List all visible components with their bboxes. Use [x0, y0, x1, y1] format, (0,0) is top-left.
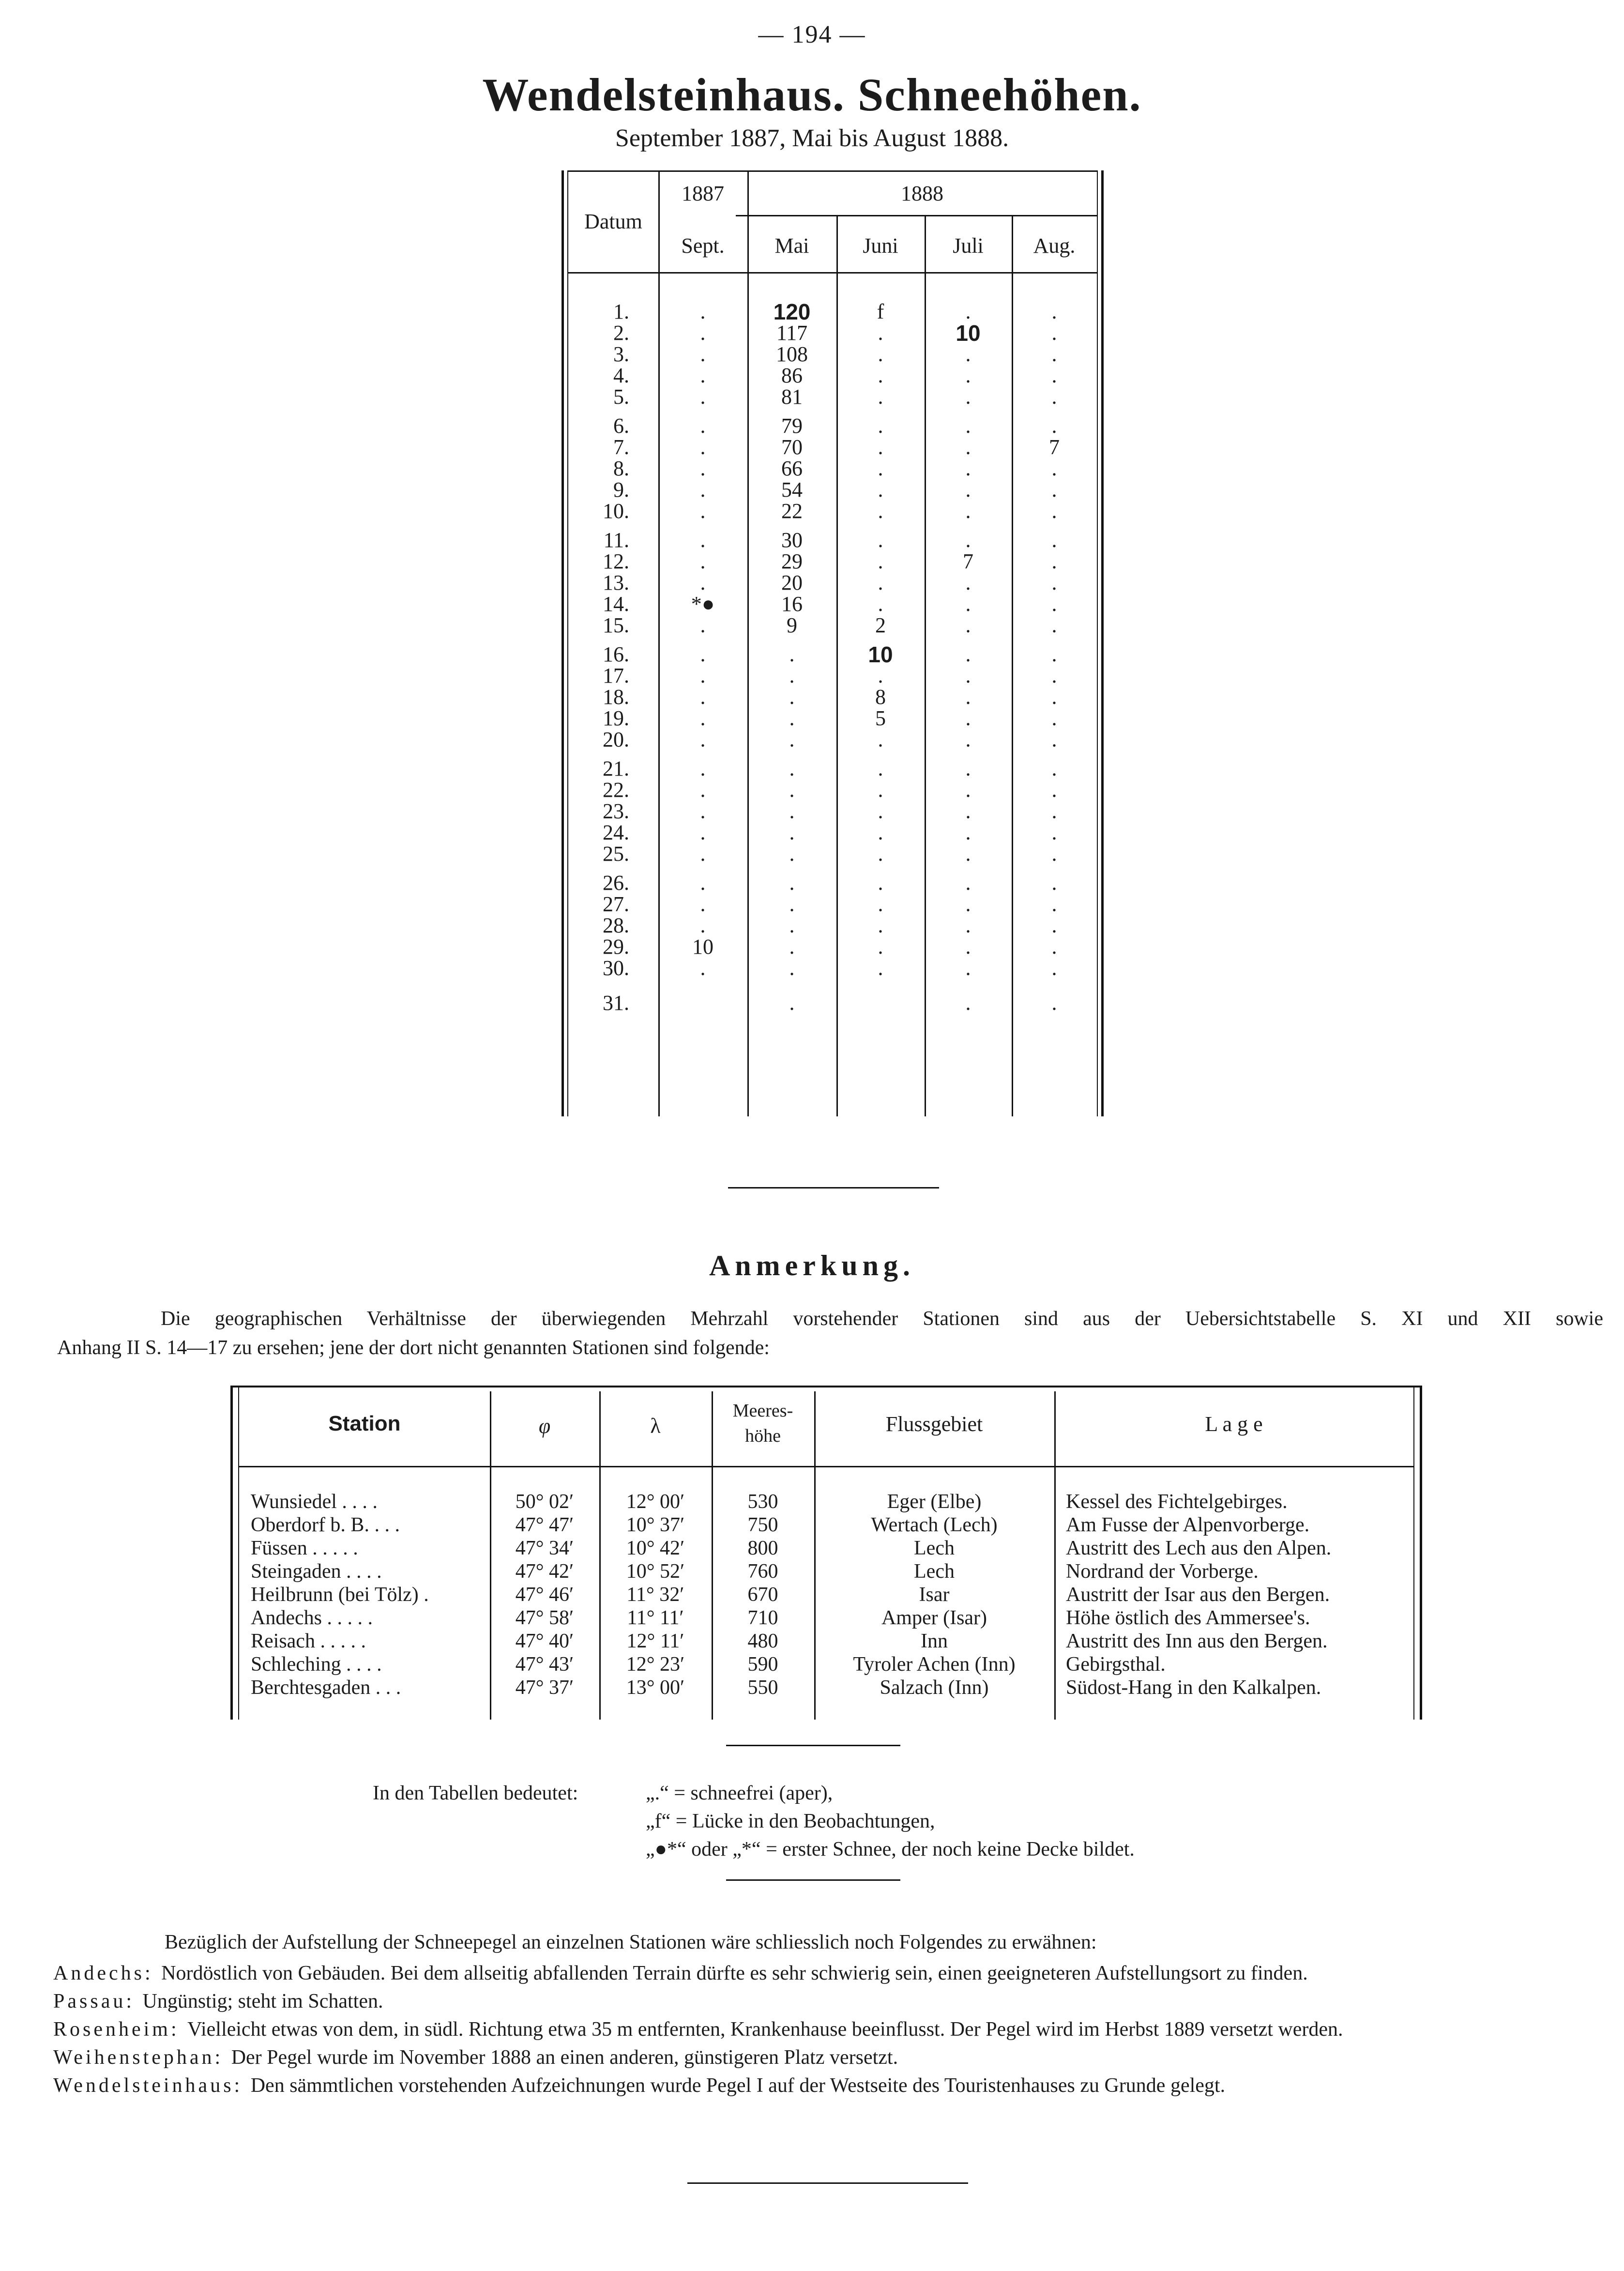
- snow-depth-cell: .: [878, 871, 883, 895]
- header-longitude: λ: [650, 1414, 661, 1438]
- snow-depth-cell: .: [789, 664, 795, 687]
- day-label: 19.: [603, 706, 629, 730]
- snow-depth-cell: .: [700, 642, 706, 666]
- snow-depth-cell: .: [965, 642, 971, 666]
- note-place: Andechs:: [53, 1962, 162, 1984]
- snow-depth-cell: .: [700, 342, 706, 366]
- day-label: 18.: [603, 685, 629, 709]
- snow-depth-cell: .: [789, 871, 795, 895]
- snow-depth-cell: .: [965, 842, 971, 866]
- page-title: Wendelsteinhaus. Schneehöhen.: [482, 69, 1142, 121]
- snow-depth-cell: *●: [691, 592, 715, 616]
- station-cell-river: Tyroler Achen (Inn): [853, 1653, 1016, 1676]
- day-label: 7.: [613, 435, 629, 459]
- snow-depth-cell: .: [965, 778, 971, 802]
- station-cell-river: Wertach (Lech): [871, 1514, 998, 1536]
- snow-depth-cell: .: [700, 571, 706, 594]
- day-label: 5.: [613, 385, 629, 409]
- day-label: 30.: [603, 956, 629, 980]
- snow-depth-cell: .: [878, 778, 883, 802]
- snow-depth-cell: 66: [781, 457, 803, 480]
- station-cell-location: Gebirgsthal.: [1066, 1653, 1166, 1676]
- snow-depth-cell: .: [700, 778, 706, 802]
- snow-depth-cell: .: [878, 799, 883, 823]
- snow-depth-cell: .: [1051, 457, 1057, 480]
- note-text: Ungünstig; steht im Schatten.: [142, 1990, 383, 2012]
- snow-depth-cell: .: [878, 892, 883, 916]
- header-sea-height: höhe: [745, 1426, 781, 1446]
- section-rule: [728, 1187, 939, 1189]
- header-location: L a g e: [1205, 1412, 1263, 1436]
- snow-depth-cell: .: [1051, 842, 1057, 866]
- snow-depth-cell: .: [878, 592, 883, 616]
- note-text: Nordöstlich von Gebäuden. Bei dem allseitig abfallenden Terrain dürfte es sehr schwierig sein, einen geeigneteren Aufstellungsort zu finden.: [161, 1962, 1308, 1984]
- snow-depth-cell: .: [789, 757, 795, 780]
- snow-depth-cell: .: [1051, 385, 1057, 409]
- snow-depth-cell: 8: [875, 685, 886, 709]
- header-month: Juni: [863, 234, 898, 258]
- snow-depth-cell: .: [965, 956, 971, 980]
- snow-depth-cell: .: [700, 300, 706, 323]
- table-frame-left: [562, 170, 568, 1116]
- snow-depth-cell: .: [700, 414, 706, 438]
- note-text: Vielleicht etwas von dem, in südl. Richtung etwa 35 m entfernten, Krankenhause beeinflusst. Der Pegel wird im Herbst 1889 versetzt werden.: [187, 2018, 1343, 2041]
- section-rule: [726, 1745, 900, 1746]
- snow-depth-cell: .: [965, 914, 971, 937]
- snow-depth-cell: .: [700, 457, 706, 480]
- station-cell-location: Austritt des Inn aus den Bergen.: [1066, 1630, 1328, 1652]
- station-cell-height: 800: [747, 1537, 778, 1559]
- station-cell-phi: 47° 42′: [515, 1560, 574, 1583]
- station-cell-station: Schleching . . . .: [251, 1653, 382, 1676]
- station-cell-location: Kessel des Fichtelgebirges.: [1066, 1491, 1288, 1513]
- snow-depth-cell: .: [965, 706, 971, 730]
- snow-depth-cell: .: [789, 728, 795, 751]
- station-cell-lambda: 12° 00′: [626, 1491, 685, 1513]
- snow-depth-cell: 81: [781, 385, 803, 409]
- day-label: 31.: [603, 991, 629, 1015]
- snow-depth-cell: .: [700, 685, 706, 709]
- snow-depth-cell: .: [700, 385, 706, 409]
- snow-depth-cell: 120: [773, 299, 811, 324]
- snow-depth-cell: .: [700, 364, 706, 387]
- note-item: [53, 1960, 1308, 1987]
- station-cell-river: Eger (Elbe): [887, 1491, 982, 1513]
- day-label: 10.: [603, 499, 629, 523]
- station-cell-location: Südost-Hang in den Kalkalpen.: [1066, 1677, 1321, 1699]
- table-header-rule: [239, 1466, 1413, 1467]
- station-cell-river: Lech: [914, 1537, 955, 1559]
- snow-depth-cell: .: [1051, 991, 1057, 1015]
- table-frame-right: [1413, 1386, 1422, 1720]
- section-rule: [726, 1879, 900, 1881]
- station-cell-river: Salzach (Inn): [880, 1677, 989, 1699]
- day-label: 14.: [603, 592, 629, 616]
- snow-depth-cell: .: [789, 642, 795, 666]
- anmerkung-intro-line-2: Anhang II S. 14—17 zu ersehen; jene der dort nicht genannten Stationen sind folgende:: [57, 1337, 770, 1359]
- note-item: [53, 1988, 383, 2015]
- snow-depth-cell: .: [965, 799, 971, 823]
- day-label: 9.: [613, 478, 629, 502]
- snow-depth-cell: .: [965, 528, 971, 552]
- snow-depth-cell: .: [965, 342, 971, 366]
- station-cell-station: Reisach . . . . .: [251, 1630, 366, 1652]
- page-subtitle: September 1887, Mai bis August 1888.: [615, 124, 1009, 152]
- legend-prefix: In den Tabellen bedeutet:: [373, 1782, 578, 1804]
- day-label: 2.: [613, 321, 629, 345]
- station-cell-phi: 47° 34′: [515, 1537, 574, 1559]
- snow-depth-cell: .: [700, 956, 706, 980]
- day-label: 15.: [603, 613, 629, 637]
- note-text: Der Pegel wurde im November 1888 an einen anderen, günstigeren Platz versetzt.: [231, 2046, 898, 2069]
- station-cell-station: Steingaden . . . .: [251, 1560, 382, 1583]
- snow-depth-cell: .: [878, 571, 883, 594]
- station-cell-height: 530: [747, 1491, 778, 1513]
- snow-depth-cell: .: [1051, 478, 1057, 502]
- snow-depth-cell: .: [965, 300, 971, 323]
- snow-depth-cell: 29: [781, 549, 803, 573]
- station-cell-station: Heilbrunn (bei Tölz) .: [251, 1584, 429, 1606]
- snow-depth-cell: .: [700, 478, 706, 502]
- station-cell-location: Am Fusse der Alpenvorberge.: [1066, 1514, 1310, 1536]
- snow-depth-cell: .: [700, 757, 706, 780]
- day-label: 23.: [603, 799, 629, 823]
- day-label: 20.: [603, 728, 629, 751]
- snow-depth-cell: .: [1051, 935, 1057, 959]
- snow-depth-cell: .: [1051, 549, 1057, 573]
- snow-depth-cell: 9: [787, 613, 797, 637]
- snow-depth-cell: .: [1051, 592, 1057, 616]
- snow-depth-cell: .: [1051, 728, 1057, 751]
- day-label: 17.: [603, 664, 629, 687]
- snow-depth-cell: .: [1051, 300, 1057, 323]
- snow-depth-cell: .: [878, 478, 883, 502]
- snow-depth-cell: .: [965, 892, 971, 916]
- snow-depth-cell: .: [1051, 821, 1057, 844]
- snow-depth-cell: .: [878, 935, 883, 959]
- snow-depth-table: [562, 170, 1104, 1116]
- station-cell-location: Austritt der Isar aus den Bergen.: [1066, 1584, 1330, 1606]
- snow-depth-cell: .: [878, 414, 883, 438]
- snow-depth-cell: .: [965, 685, 971, 709]
- snow-depth-cell: .: [878, 435, 883, 459]
- snow-depth-cell: f: [877, 300, 884, 323]
- note-item: [53, 2072, 1225, 2099]
- snow-depth-cell: 7: [963, 549, 973, 573]
- legend-line: „f“ = Lücke in den Beobachtungen,: [646, 1810, 935, 1832]
- station-cell-phi: 47° 46′: [515, 1584, 574, 1606]
- snow-depth-cell: 108: [776, 342, 808, 366]
- snow-depth-cell: .: [700, 664, 706, 687]
- snow-depth-cell: .: [878, 457, 883, 480]
- notes-intro: Bezüglich der Aufstellung der Schneepegel an einzelnen Stationen wäre schliesslich noch Folgendes zu erwähnen:: [165, 1931, 1097, 1953]
- snow-depth-cell: .: [789, 914, 795, 937]
- day-label: 8.: [613, 457, 629, 480]
- snow-depth-cell: .: [700, 499, 706, 523]
- snow-depth-cell: 16: [781, 592, 803, 616]
- note-place: Passau:: [53, 1990, 143, 2012]
- snow-depth-cell: 10: [692, 935, 713, 959]
- station-cell-lambda: 13° 00′: [626, 1677, 685, 1699]
- header-month: Sept.: [681, 234, 725, 258]
- snow-depth-cell: .: [789, 991, 795, 1015]
- snow-depth-cell: .: [965, 364, 971, 387]
- station-cell-river: Amper (Isar): [881, 1607, 987, 1629]
- table-year-rule: [736, 215, 1097, 216]
- day-label: 13.: [603, 571, 629, 594]
- station-cell-lambda: 11° 11′: [627, 1607, 684, 1629]
- snow-depth-cell: .: [965, 613, 971, 637]
- snow-depth-cell: .: [965, 478, 971, 502]
- snow-depth-cell: .: [878, 364, 883, 387]
- station-cell-station: Berchtesgaden . . .: [251, 1677, 401, 1699]
- snow-depth-cell: .: [1051, 414, 1057, 438]
- snow-depth-cell: .: [878, 549, 883, 573]
- snow-depth-cell: .: [1051, 956, 1057, 980]
- note-item: [53, 2016, 1343, 2043]
- snow-depth-cell: .: [1051, 321, 1057, 345]
- anmerkung-heading: Anmerkung.: [709, 1250, 915, 1281]
- station-cell-height: 550: [747, 1677, 778, 1699]
- snow-depth-cell: .: [878, 757, 883, 780]
- snow-depth-cell: .: [789, 935, 795, 959]
- snow-depth-cell: .: [1051, 799, 1057, 823]
- station-cell-station: Oberdorf b. B. . . .: [251, 1514, 400, 1536]
- snow-depth-cell: .: [700, 871, 706, 895]
- snow-depth-cell: .: [878, 499, 883, 523]
- snow-depth-cell: .: [878, 342, 883, 366]
- day-label: 3.: [613, 342, 629, 366]
- snow-depth-cell: .: [965, 592, 971, 616]
- header-river-basin: Flussgebiet: [885, 1412, 983, 1436]
- station-cell-height: 750: [747, 1514, 778, 1536]
- snow-depth-cell: .: [1051, 706, 1057, 730]
- snow-depth-cell: .: [965, 571, 971, 594]
- snow-depth-cell: 22: [781, 499, 803, 523]
- snow-depth-cell: .: [965, 991, 971, 1015]
- snow-depth-cell: .: [878, 664, 883, 687]
- header-month: Juli: [953, 234, 984, 258]
- snow-depth-cell: .: [1051, 613, 1057, 637]
- snow-depth-cell: .: [965, 728, 971, 751]
- snow-depth-cell: .: [789, 821, 795, 844]
- snow-depth-cell: .: [700, 821, 706, 844]
- station-cell-height: 760: [747, 1560, 778, 1583]
- station-cell-river: Isar: [919, 1584, 950, 1606]
- snow-depth-cell: .: [965, 435, 971, 459]
- station-cell-phi: 47° 58′: [515, 1607, 574, 1629]
- snow-depth-cell: .: [1051, 664, 1057, 687]
- snow-depth-cell: .: [1051, 499, 1057, 523]
- snow-depth-cell: .: [789, 956, 795, 980]
- snow-depth-cell: 30: [781, 528, 803, 552]
- snow-depth-cell: 7: [1049, 435, 1060, 459]
- station-cell-phi: 47° 37′: [515, 1677, 574, 1699]
- station-cell-lambda: 10° 37′: [626, 1514, 685, 1536]
- snow-depth-cell: .: [965, 414, 971, 438]
- legend-line: „.“ = schneefrei (aper),: [646, 1782, 833, 1804]
- snow-depth-cell: .: [878, 842, 883, 866]
- snow-depth-cell: .: [1051, 685, 1057, 709]
- snow-depth-cell: .: [878, 385, 883, 409]
- table-divider: [1054, 1391, 1056, 1720]
- snow-depth-cell: .: [1051, 642, 1057, 666]
- station-cell-height: 590: [747, 1653, 778, 1676]
- section-rule: [687, 2182, 968, 2184]
- note-text: Den sämmtlichen vorstehenden Aufzeichnungen wurde Pegel I auf der Westseite des Touristenhauses zu Grunde gelegt.: [250, 2074, 1226, 2097]
- table-frame-left: [230, 1386, 239, 1720]
- snow-depth-cell: .: [789, 778, 795, 802]
- snow-depth-cell: .: [965, 821, 971, 844]
- day-label: 25.: [603, 842, 629, 866]
- snow-depth-cell: .: [878, 956, 883, 980]
- snow-depth-cell: 10: [868, 642, 893, 667]
- station-cell-river: Inn: [921, 1630, 948, 1652]
- snow-depth-cell: .: [878, 528, 883, 552]
- station-cell-height: 670: [747, 1584, 778, 1606]
- station-cell-location: Nordrand der Vorberge.: [1066, 1560, 1259, 1583]
- snow-depth-cell: 117: [776, 321, 808, 345]
- day-label: 28.: [603, 914, 629, 937]
- day-label: 27.: [603, 892, 629, 916]
- snow-depth-cell: .: [1051, 778, 1057, 802]
- day-label: 12.: [603, 549, 629, 573]
- station-cell-river: Lech: [914, 1560, 955, 1583]
- snow-depth-cell: .: [965, 935, 971, 959]
- station-cell-height: 480: [747, 1630, 778, 1652]
- snow-depth-cell: .: [789, 706, 795, 730]
- snow-depth-cell: 2: [875, 613, 886, 637]
- snow-depth-cell: 70: [781, 435, 803, 459]
- station-cell-lambda: 11° 32′: [626, 1584, 684, 1606]
- snow-depth-cell: .: [789, 842, 795, 866]
- snow-depth-cell: .: [789, 799, 795, 823]
- snow-depth-cell: .: [1051, 528, 1057, 552]
- station-cell-station: Andechs . . . . .: [251, 1607, 373, 1629]
- station-table: [230, 1386, 1422, 1720]
- snow-depth-cell: .: [878, 821, 883, 844]
- table-frame-right: [1097, 170, 1104, 1116]
- snow-depth-cell: 20: [781, 571, 803, 594]
- day-label: 26.: [603, 871, 629, 895]
- snow-depth-cell: .: [878, 321, 883, 345]
- day-label: 22.: [603, 778, 629, 802]
- snow-depth-cell: .: [700, 799, 706, 823]
- snow-depth-cell: .: [789, 892, 795, 916]
- snow-depth-cell: .: [1051, 892, 1057, 916]
- day-label: 4.: [613, 364, 629, 387]
- station-cell-lambda: 12° 23′: [626, 1653, 685, 1676]
- snow-depth-cell: .: [965, 499, 971, 523]
- snow-depth-cell: 79: [781, 414, 803, 438]
- station-cell-phi: 47° 43′: [515, 1653, 574, 1676]
- snow-depth-cell: .: [965, 664, 971, 687]
- page-number: — 194 —: [758, 21, 866, 48]
- snow-depth-cell: .: [1051, 871, 1057, 895]
- header-datum: Datum: [584, 210, 642, 233]
- header-year-1887: 1887: [682, 182, 724, 205]
- snow-depth-cell: .: [700, 321, 706, 345]
- snow-depth-cell: .: [700, 914, 706, 937]
- station-cell-phi: 47° 40′: [515, 1630, 574, 1652]
- station-cell-lambda: 12° 11′: [626, 1630, 684, 1652]
- header-latitude: φ: [538, 1414, 551, 1438]
- snow-depth-cell: .: [1051, 914, 1057, 937]
- day-label: 16.: [603, 642, 629, 666]
- snow-depth-cell: .: [700, 613, 706, 637]
- snow-depth-cell: .: [878, 914, 883, 937]
- header-month: Aug.: [1033, 234, 1076, 258]
- station-cell-height: 710: [747, 1607, 778, 1629]
- day-label: 11.: [603, 528, 629, 552]
- snow-depth-cell: .: [965, 385, 971, 409]
- snow-depth-cell: .: [1051, 757, 1057, 780]
- day-label: 1.: [613, 300, 629, 323]
- snow-depth-cell: .: [965, 871, 971, 895]
- snow-depth-cell: 54: [781, 478, 803, 502]
- snow-depth-cell: .: [965, 457, 971, 480]
- table-top-rule: [568, 170, 1097, 172]
- header-month: Mai: [774, 234, 809, 258]
- snow-depth-cell: .: [700, 842, 706, 866]
- day-label: 21.: [603, 757, 629, 780]
- snow-depth-cell: .: [700, 528, 706, 552]
- station-cell-lambda: 10° 42′: [626, 1537, 685, 1559]
- note-place: Weihenstephan:: [53, 2046, 231, 2069]
- snow-depth-cell: .: [965, 757, 971, 780]
- header-year-1888: 1888: [901, 182, 943, 205]
- station-cell-station: Füssen . . . . .: [251, 1537, 358, 1559]
- station-cell-location: Höhe östlich des Ammersee's.: [1066, 1607, 1310, 1629]
- station-cell-phi: 47° 47′: [515, 1514, 574, 1536]
- snow-depth-cell: .: [700, 728, 706, 751]
- snow-depth-cell: .: [878, 728, 883, 751]
- legend-line: „●*“ oder „*“ = erster Schnee, der noch keine Decke bildet.: [646, 1838, 1135, 1860]
- anmerkung-intro-line-1: Die geographischen Verhältnisse der überwiegenden Mehrzahl vorstehender Stationen sind aus der Uebersichtstabelle S. XI und XII sowie: [161, 1308, 1603, 1330]
- snow-depth-cell: 86: [781, 364, 803, 387]
- station-cell-lambda: 10° 52′: [626, 1560, 685, 1583]
- station-cell-location: Austritt des Lech aus den Alpen.: [1066, 1537, 1332, 1559]
- snow-depth-cell: 5: [875, 706, 886, 730]
- station-cell-phi: 50° 02′: [515, 1491, 574, 1513]
- snow-depth-cell: .: [789, 685, 795, 709]
- snow-depth-cell: 10: [956, 320, 981, 346]
- snow-depth-cell: .: [1051, 342, 1057, 366]
- header-sea-height: Meeres-: [732, 1401, 793, 1421]
- snow-depth-cell: .: [700, 892, 706, 916]
- note-item: [53, 2044, 898, 2071]
- day-label: 29.: [603, 935, 629, 959]
- header-station: Station: [328, 1412, 401, 1435]
- snow-depth-cell: .: [700, 706, 706, 730]
- note-place: Wendelsteinhaus:: [53, 2074, 251, 2097]
- day-label: 6.: [613, 414, 629, 438]
- table-header-rule: [568, 272, 1097, 274]
- note-place: Rosenheim:: [53, 2018, 188, 2041]
- station-cell-station: Wunsiedel . . . .: [251, 1491, 378, 1513]
- snow-depth-cell: .: [700, 435, 706, 459]
- snow-depth-cell: .: [700, 549, 706, 573]
- snow-depth-cell: .: [1051, 571, 1057, 594]
- table-top-rule: [230, 1386, 1422, 1387]
- snow-depth-cell: .: [1051, 364, 1057, 387]
- day-label: 24.: [603, 821, 629, 844]
